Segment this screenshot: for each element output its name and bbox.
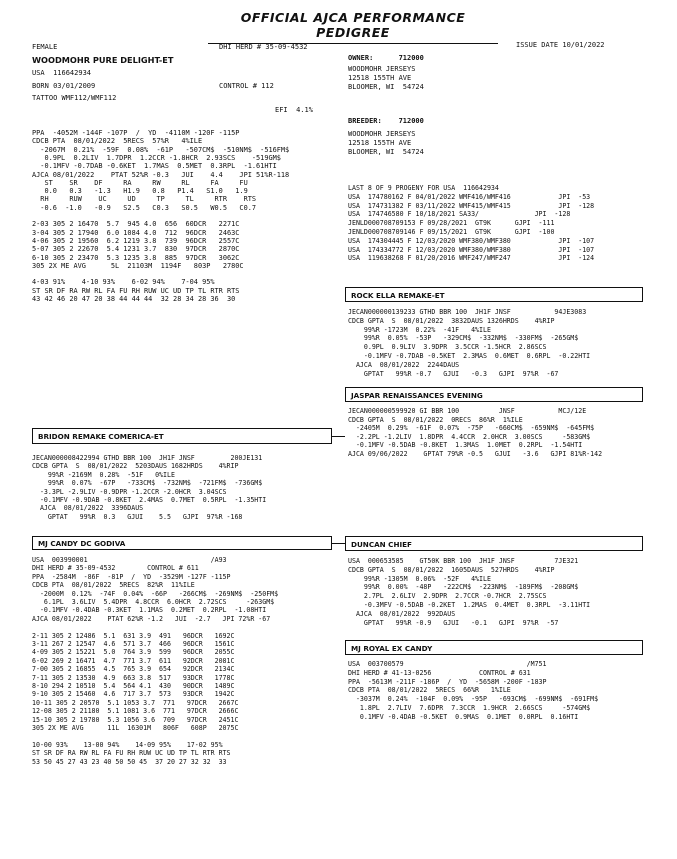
maternal-grandsire-line: 99%R -1305M 0.06% -52F 4%ILE [348,574,491,583]
maternal-granddam-line: DHI HERD # 41-13-0256 CONTROL # 631 [348,668,531,677]
dam-detail-line: 53 50 45 27 43 23 40 50 50 45 37 20 27 32 32 33 [32,757,227,766]
maternal-granddam-line: -3037M 0.24% -104F 0.09% -95P -693CM$ -699NM$ -691FM$ [348,695,599,704]
paternal-grandsire-line: JECAN000000139233 GTHD BBR 100 JH1F JNSF 94JE3083 [348,308,587,316]
dam-detail-line: 10-00 93% 13-00 94% 14-09 95% 17-02 95% [32,740,223,749]
dam-detail-line: DHI HERD # 35-09-4532 CONTROL # 611 [32,564,199,573]
cow-performance-line: 305 2X ME AVG 5L 21103M 1194F 803P 2780C [32,261,244,270]
dam-detail-line: ST SR DF RA RW RL FA FU RH RUW UC UD TP TL RTR RTS [32,749,231,758]
dam-detail-line: 9-10 305 2 15460 4.6 717 3.7 573 93DCR 1942C [32,690,235,699]
maternal-granddam-name: MJ ROYAL EX CANDY [351,644,433,653]
cow-performance-line: -0.6 -1.0 -0.9 S2.5 C0.3 S0.5 W0.5 C0.7 [32,203,257,212]
maternal-grandsire-line: GPTAT 99%R -0.9 GJUI -0.1 GJPI 97%R -57 [348,618,559,627]
cow-performance-line: 0.9PL 0.2LIV 1.7DPR 1.2CCR -1.8HCR 2.93SCS -519GM$ [32,153,281,162]
progeny-line: USA 174780162 F 04/01/2022 WMF416/WMF416 JPI -53 [348,192,591,201]
breeder-line: 12518 155TH AVE [348,139,412,147]
cow-performance-line: ST SR DF RA RW RL FA FU RH RUW UC UD TP TL RTR RTS [32,286,240,295]
cow-performance-line: 3-04 305 2 17940 6.0 1084 4.0 712 96DCR 2463C [32,228,240,237]
sire-name: BRIDON REMAKE COMERICA-ET [38,432,164,441]
breeder-line: WOODMOHR JERSEYS [348,130,416,138]
paternal-grandsire-name: ROCK ELLA REMAKE-ET [351,291,445,300]
progeny-line: JENLD000708709153 F 09/28/2021 GT9K GJPI -111 [348,219,555,228]
pedigree-connector [332,436,345,437]
breeder-label: BREEDER: 712000 [348,117,424,125]
cow-performance-line: CDCB PTA 08/01/2022 5RECS 57%R 4%ILE [32,137,203,146]
page-title: OFFICIAL AJCA PERFORMANCE PEDIGREE [208,10,498,44]
dam-detail-line: 12-08 305 2 21180 5.1 1081 3.6 771 97DCR 2666C [32,707,239,716]
cow-performance-line: 4-06 305 2 19560 6.2 1219 3.8 739 96DCR 2557C [32,236,240,245]
progeny-line: USA 174746580 F 10/18/2021 SA33/ JPI -128 [348,210,571,219]
sire-detail-line: JECAN000008422994 GTHD BBR 100 JH1F JNSF 200JE131 [32,454,263,462]
maternal-grandsire-name: DUNCAN CHIEF [351,540,412,549]
owner-line: BLOOMER, WI 54724 [348,83,424,91]
paternal-grandsire-line: 0.9PL 0.9LIV 3.9DPR 3.5CCR -1.5HCR 2.86SCS [348,343,547,352]
progeny-line: USA 119638268 F 01/20/2016 WMF247/WMF247 JPI -124 [348,254,595,263]
paternal-grandsire-box [345,287,643,302]
cow-performance-line: AJCA 08/01/2022 PTAT 52%R -0.3 JUI 4.4 JPI 51%R-118 [32,170,290,179]
cow-performance-line: 2-03 305 2 16470 5.7 945 4.0 656 60DCR 2271C [32,220,240,229]
dam-box [32,536,332,550]
tattoo: TATTOO WMF112/WMF112 [32,94,117,102]
cow-performance-line: 4-03 91% 4-10 93% 6-02 94% 7-04 95% [32,278,215,287]
dam-detail-line: 3-11 267 2 12547 4.6 571 3.7 466 96DCR 1561C [32,640,235,648]
maternal-grandsire-box [345,536,643,551]
maternal-grandsire-line: AJCA 08/01/2022 992DAUS [348,609,456,618]
paternal-grandsire-line: CDCB GPTA S 08/01/2022 3832DAUS 1326HRDS 4%RIP [348,316,555,325]
dam-name: MJ CANDY DC GODIVA [38,539,126,548]
cow-performance-line: ST SR DF RA RW RL FA FU [32,178,248,187]
dam-detail-line: PPA -2584M -86F -81P / YD -3529M -127F -115P [32,572,231,581]
breeder-line: BLOOMER, WI 54724 [348,148,424,156]
paternal-granddam-line: -2.2PL -1.2LIV 1.8DPR 4.4CCR 2.0HCR 3.00SCS -583GM$ [348,432,591,441]
dam-detail-line: USA 003990001 /A93 [32,556,227,564]
dam-detail-line: -2000M 0.12% -74F 0.04% -66P -266CM$ -269NM$ -250FM$ [32,589,279,598]
owner-label: OWNER: 712000 [348,54,424,62]
dam-detail-line: 15-10 305 2 19780 5.3 1056 3.6 709 97DCR 2451C [32,715,239,724]
progeny-line: USA 174334772 F 12/03/2020 WMF380/WMF380 JPI -107 [348,245,595,254]
maternal-granddam-line: 0.1MFV -0.4DAB -0.5KET 0.9MAS 0.1MET 0.0RPL 0.16HTI [348,712,579,721]
paternal-granddam-line: AJCA 09/06/2022 GPTAT 79%R -0.5 GJUI -3.6 GJPI 81%R-142 [348,450,603,458]
animal-name: WOODMOHR PURE DELIGHT-ET [32,55,174,65]
cow-performance-line: -0.1MFV -0.7DAB -0.6KET 1.7MAS 0.5MET 0.3RPL -1.61HTI [32,162,277,171]
dhi-herd-number: DHI HERD # 35-09-4532 [219,43,308,51]
dam-detail-line: 2-11 305 2 12486 5.1 631 3.9 491 96DCR 1692C [32,631,235,640]
sire-detail-line: 99%R -2169M 0.28% -51F 0%ILE [32,470,175,479]
issue-date: ISSUE DATE 10/01/2022 [516,41,605,49]
paternal-grandsire-line: 99%R 0.05% -53P -329CM$ -332NM$ -330FM$ -265GM$ [348,334,579,343]
efi-value: EFI 4.1% [275,106,313,114]
dam-detail-line: 8-10 294 2 10510 5.4 564 4.1 430 90DCR 1489C [32,682,235,690]
paternal-grandsire-line: AJCA 08/01/2022 2244DAUS [348,360,460,369]
paternal-granddam-line: -0.1MFV -0.5DAB -0.8KET 1.3MAS 1.0MET 0.2RPL -1.54HTI [348,441,583,450]
progeny-line: LAST 8 OF 9 PROGENY FOR USA 116642934 [348,184,499,192]
paternal-grandsire-line: -0.1MFV -0.7DAB -0.5KET 2.3MAS 0.6MET 0.6RPL -0.22HTI [348,352,591,360]
cow-performance-line: 43 42 46 20 47 20 38 44 44 44 32 28 34 28 36 30 [32,295,236,303]
dam-detail-line: 7-00 305 2 16855 4.5 765 3.9 654 92DCR 2134C [32,665,235,674]
cow-performance-line: PPA -4052M -144F -107P / YD -4110M -120F -115P [32,129,240,137]
paternal-granddam-line: -2405M 0.29% -61F 0.07% -75P -660CM$ -659NM$ -645FM$ [348,424,595,433]
cow-performance-line: 0.0 0.3 -1.3 H1.9 0.8 P1.4 S1.0 1.9 [32,187,248,196]
owner-line: WOODMOHR JERSEYS [348,65,416,73]
dam-detail-line: 6-02 269 2 16471 4.7 771 3.7 611 92DCR 2081C [32,656,235,665]
maternal-grandsire-line: CDCB GPTA S 08/01/2022 1605DAUS 527HRDS 4%RIP [348,565,555,574]
sire-detail-line: -3.3PL -2.9LIV -0.9DPR -1.2CCR -2.0HCR 3.04SCS [32,487,227,496]
progeny-line: JENLD000708709146 F 09/15/2021 GT9K GJPI -100 [348,228,555,236]
dam-detail-line: AJCA 08/01/2022 PTAT 62%R -1.2 JUI -2.7 JPI 72%R -67 [32,614,271,623]
cow-performance-line: RH RUW UC UD TP TL RTR RTS [32,195,257,204]
dam-detail-line: CDCB PTA 08/01/2022 5RECS 82%R 11%ILE [32,581,195,590]
paternal-granddam-name: JASPAR RENAISSANCES EVENING [351,391,483,400]
paternal-grandsire-line: GPTAT 99%R -0.7 GJUI -0.3 GJPI 97%R -67 [348,369,559,378]
maternal-grandsire-line: 99%R 0.00% -48P -222CM$ -223NM$ -189FM$ -208GM$ [348,583,579,592]
maternal-granddam-box [345,640,643,655]
sire-detail-line: AJCA 08/01/2022 3396DAUS [32,504,144,513]
dam-detail-line: -0.1MFV -0.4DAB -0.3KET 1.1MAS 0.2MET 0.2RPL -1.08HTI [32,606,267,615]
birth-date: BORN 03/01/2009 [32,82,96,90]
maternal-grandsire-line: -0.3MFV -0.5DAB -0.2KET 1.2MAS 0.4MET 0.3RPL -3.11HTI [348,601,591,609]
paternal-granddam-line: JECAN000000599920 GI BBR 100 JNSF MCJ/12E [348,407,587,415]
registration-number: USA 116642934 [32,69,92,77]
dam-detail-line: 10-11 305 2 20570 5.1 1053 3.7 771 97DCR 2667C [32,698,239,707]
sire-detail-line: CDCB GPTA S 08/01/2022 5203DAUS 1682HRDS 4%RIP [32,462,239,471]
control-number: CONTROL # 112 [219,82,274,90]
maternal-grandsire-line: USA 000653585 GT50K BBR 100 JH1F JNSF 7JE321 [348,557,579,565]
paternal-grandsire-line: 99%R -1723M 0.22% -41F 4%ILE [348,325,491,334]
progeny-line: USA 174304445 F 12/03/2020 WMF380/WMF380 JPI -107 [348,236,595,245]
owner-line: 12518 155TH AVE [348,74,412,82]
dam-detail-line: 7-11 305 2 13530 4.9 663 3.8 517 93DCR 1778C [32,673,235,682]
sire-detail-line: GPTAT 99%R 0.3 GJUI 5.5 GJPI 97%R -168 [32,512,243,521]
maternal-granddam-line: CDCB PTA 08/01/2022 5RECS 66%R 1%ILE [348,686,511,695]
sire-detail-line: -0.1MFV -0.9DAB -0.8KET 2.4MAS 0.7MET 0.5RPL -1.35HTI [32,496,267,504]
paternal-granddam-box [345,387,643,402]
pedigree-connector [332,543,345,544]
maternal-grandsire-line: 2.7PL 2.6LIV 2.9DPR 2.7CCR -0.7HCR 2.75SCS [348,592,547,601]
cow-performance-line: 6-10 305 2 23470 5.3 1235 3.8 885 97DCR 3062C [32,253,240,262]
progeny-line: USA 174731382 F 03/11/2022 WMF415/WMF415 JPI -128 [348,201,595,210]
cow-performance-line: -2067M 0.21% -59F 0.08% -61P -507CM$ -510NM$ -516FM$ [32,145,290,154]
dam-detail-line: 4-09 305 2 15221 5.0 764 3.9 599 96DCR 2055C [32,648,235,657]
dam-detail-line: 305 2X ME AVG 11L 16301M 806F 608P 2075C [32,724,239,732]
dam-detail-line: 6.1PL 3.6LIV 5.4DPR 4.8CCR 6.0HCR 2.72SCS -263GM$ [32,598,275,606]
maternal-granddam-line: USA 003700579 /M751 [348,660,547,668]
sire-detail-line: 99%R 0.07% -67P -733CM$ -732NM$ -721FM$ -736GM$ [32,479,263,488]
maternal-granddam-line: PPA -5613M -211F -186P / YD -5658M -200F -183P [348,677,547,686]
paternal-granddam-line: CDCB GPTA S 08/01/2022 0RECS 86%R 1%ILE [348,415,523,424]
sire-box [32,428,332,444]
animal-sex: FEMALE [32,43,58,51]
cow-performance-line: 5-07 305 2 22670 5.4 1231 3.7 830 97DCR 2870C [32,245,240,254]
maternal-granddam-line: 1.8PL 2.7LIV 7.6DPR 7.3CCR 1.9HCR 2.66SCS -574GM$ [348,704,591,712]
